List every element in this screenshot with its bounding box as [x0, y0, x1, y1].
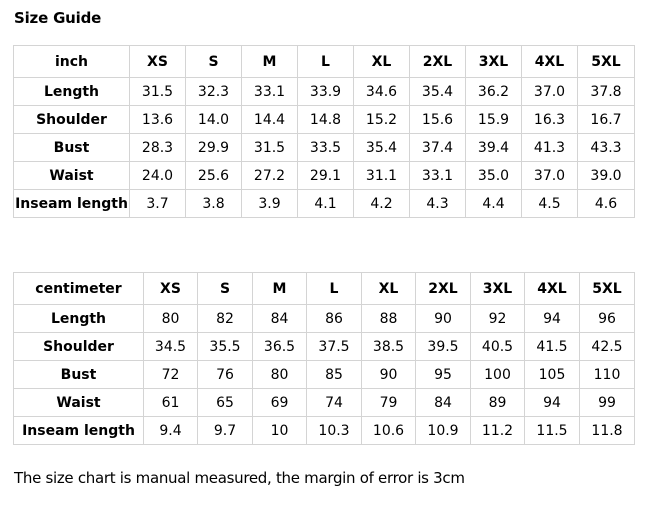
- table-cell: 80: [253, 361, 307, 389]
- table-cell: 94: [525, 389, 580, 417]
- table-cell: 14.4: [242, 106, 298, 134]
- table-row: [14, 361, 635, 389]
- table-cell: 84: [416, 389, 471, 417]
- table-cell: 13.6: [130, 106, 186, 134]
- table-cell: 3.7: [130, 190, 186, 218]
- table-cell: 33.9: [298, 78, 354, 106]
- table-cell: 33.1: [410, 162, 466, 190]
- size-header-cell: L: [298, 46, 354, 78]
- table-cell: 4.1: [298, 190, 354, 218]
- table-cell: 39.4: [466, 134, 522, 162]
- table-row: [14, 333, 635, 361]
- table-cell: 105: [525, 361, 580, 389]
- row-label-cell: Length: [14, 305, 144, 333]
- table-cell: 82: [198, 305, 253, 333]
- table-cell: 15.2: [354, 106, 410, 134]
- size-header-cell: XS: [144, 273, 198, 305]
- table-cell: 38.5: [362, 333, 416, 361]
- table-cell: 74: [307, 389, 362, 417]
- table-cell: 80: [144, 305, 198, 333]
- size-header-cell: 5XL: [578, 46, 635, 78]
- table-cell: 41.5: [525, 333, 580, 361]
- table-cell: 37.0: [522, 78, 578, 106]
- table-cell: 15.6: [410, 106, 466, 134]
- size-header-cell: 2XL: [416, 273, 471, 305]
- table-cell: 31.5: [242, 134, 298, 162]
- table-cell: 10.6: [362, 417, 416, 445]
- size-header-cell: 3XL: [466, 46, 522, 78]
- size-header-cell: XS: [130, 46, 186, 78]
- table-cell: 37.8: [578, 78, 635, 106]
- table-cell: 35.4: [410, 78, 466, 106]
- table-cell: 86: [307, 305, 362, 333]
- table-row: [14, 78, 635, 106]
- table-cell: 72: [144, 361, 198, 389]
- table-cell: 4.3: [410, 190, 466, 218]
- table-cell: 76: [198, 361, 253, 389]
- row-label-cell: Waist: [14, 389, 144, 417]
- size-header-cell: S: [186, 46, 242, 78]
- table-cell: 37.4: [410, 134, 466, 162]
- table-cell: 100: [471, 361, 525, 389]
- size-header-cell: L: [307, 273, 362, 305]
- table-cell: 84: [253, 305, 307, 333]
- size-header-cell: XL: [354, 46, 410, 78]
- table-row: [14, 305, 635, 333]
- unit-header-cell: centimeter: [14, 273, 144, 305]
- table-cell: 36.2: [466, 78, 522, 106]
- table-cell: 9.7: [198, 417, 253, 445]
- table-cell: 14.8: [298, 106, 354, 134]
- table-row: [14, 417, 635, 445]
- size-header-cell: 3XL: [471, 273, 525, 305]
- table-cell: 15.9: [466, 106, 522, 134]
- measurement-note: The size chart is manual measured, the margin of error is 3cm: [14, 469, 465, 487]
- table-cell: 85: [307, 361, 362, 389]
- table-cell: 90: [416, 305, 471, 333]
- table-cell: 39.0: [578, 162, 635, 190]
- table-cell: 29.9: [186, 134, 242, 162]
- table-cell: 41.3: [522, 134, 578, 162]
- table-cell: 37.5: [307, 333, 362, 361]
- table-cell: 34.6: [354, 78, 410, 106]
- table-row: [14, 162, 635, 190]
- table-cell: 11.8: [580, 417, 635, 445]
- table-cell: 24.0: [130, 162, 186, 190]
- table-cell: 14.0: [186, 106, 242, 134]
- row-label-cell: Inseam length: [14, 190, 130, 218]
- size-header-cell: M: [253, 273, 307, 305]
- size-header-cell: 5XL: [580, 273, 635, 305]
- table-cell: 34.5: [144, 333, 198, 361]
- table-header-row: [14, 46, 635, 78]
- table-cell: 31.5: [130, 78, 186, 106]
- unit-header-cell: inch: [14, 46, 130, 78]
- table-cell: 92: [471, 305, 525, 333]
- table-cell: 79: [362, 389, 416, 417]
- table-cell: 4.5: [522, 190, 578, 218]
- table-header-row: [14, 273, 635, 305]
- table-cell: 4.6: [578, 190, 635, 218]
- table-cell: 29.1: [298, 162, 354, 190]
- size-header-cell: S: [198, 273, 253, 305]
- table-cell: 27.2: [242, 162, 298, 190]
- size-header-cell: M: [242, 46, 298, 78]
- page-title: Size Guide: [14, 9, 102, 27]
- table-cell: 28.3: [130, 134, 186, 162]
- table-cell: 39.5: [416, 333, 471, 361]
- row-label-cell: Length: [14, 78, 130, 106]
- table-cell: 35.5: [198, 333, 253, 361]
- table-cell: 40.5: [471, 333, 525, 361]
- table-row: [14, 134, 635, 162]
- table-cell: 11.5: [525, 417, 580, 445]
- table-cell: 16.3: [522, 106, 578, 134]
- table-cell: 33.5: [298, 134, 354, 162]
- table-cell: 90: [362, 361, 416, 389]
- table-cell: 89: [471, 389, 525, 417]
- row-label-cell: Bust: [14, 361, 144, 389]
- table-cell: 16.7: [578, 106, 635, 134]
- table-row: [14, 106, 635, 134]
- centimeter-size-table: [13, 272, 635, 445]
- row-label-cell: Inseam length: [14, 417, 144, 445]
- row-label-cell: Shoulder: [14, 333, 144, 361]
- table-cell: 65: [198, 389, 253, 417]
- table-cell: 32.3: [186, 78, 242, 106]
- table-cell: 110: [580, 361, 635, 389]
- table-cell: 61: [144, 389, 198, 417]
- row-label-cell: Waist: [14, 162, 130, 190]
- table-cell: 99: [580, 389, 635, 417]
- table-cell: 10: [253, 417, 307, 445]
- size-header-cell: XL: [362, 273, 416, 305]
- table-cell: 94: [525, 305, 580, 333]
- row-label-cell: Bust: [14, 134, 130, 162]
- table-cell: 4.2: [354, 190, 410, 218]
- table-cell: 88: [362, 305, 416, 333]
- table-row: [14, 190, 635, 218]
- table-cell: 69: [253, 389, 307, 417]
- size-header-cell: 4XL: [525, 273, 580, 305]
- table-cell: 10.9: [416, 417, 471, 445]
- table-cell: 10.3: [307, 417, 362, 445]
- table-cell: 96: [580, 305, 635, 333]
- table-cell: 4.4: [466, 190, 522, 218]
- table-cell: 43.3: [578, 134, 635, 162]
- size-header-cell: 2XL: [410, 46, 466, 78]
- table-cell: 35.0: [466, 162, 522, 190]
- table-cell: 3.8: [186, 190, 242, 218]
- table-cell: 11.2: [471, 417, 525, 445]
- table-cell: 37.0: [522, 162, 578, 190]
- table-cell: 31.1: [354, 162, 410, 190]
- row-label-cell: Shoulder: [14, 106, 130, 134]
- table-cell: 35.4: [354, 134, 410, 162]
- table-cell: 3.9: [242, 190, 298, 218]
- table-cell: 33.1: [242, 78, 298, 106]
- size-header-cell: 4XL: [522, 46, 578, 78]
- table-row: [14, 389, 635, 417]
- inch-size-table: [13, 45, 635, 218]
- table-cell: 42.5: [580, 333, 635, 361]
- table-cell: 36.5: [253, 333, 307, 361]
- table-cell: 95: [416, 361, 471, 389]
- table-cell: 9.4: [144, 417, 198, 445]
- table-cell: 25.6: [186, 162, 242, 190]
